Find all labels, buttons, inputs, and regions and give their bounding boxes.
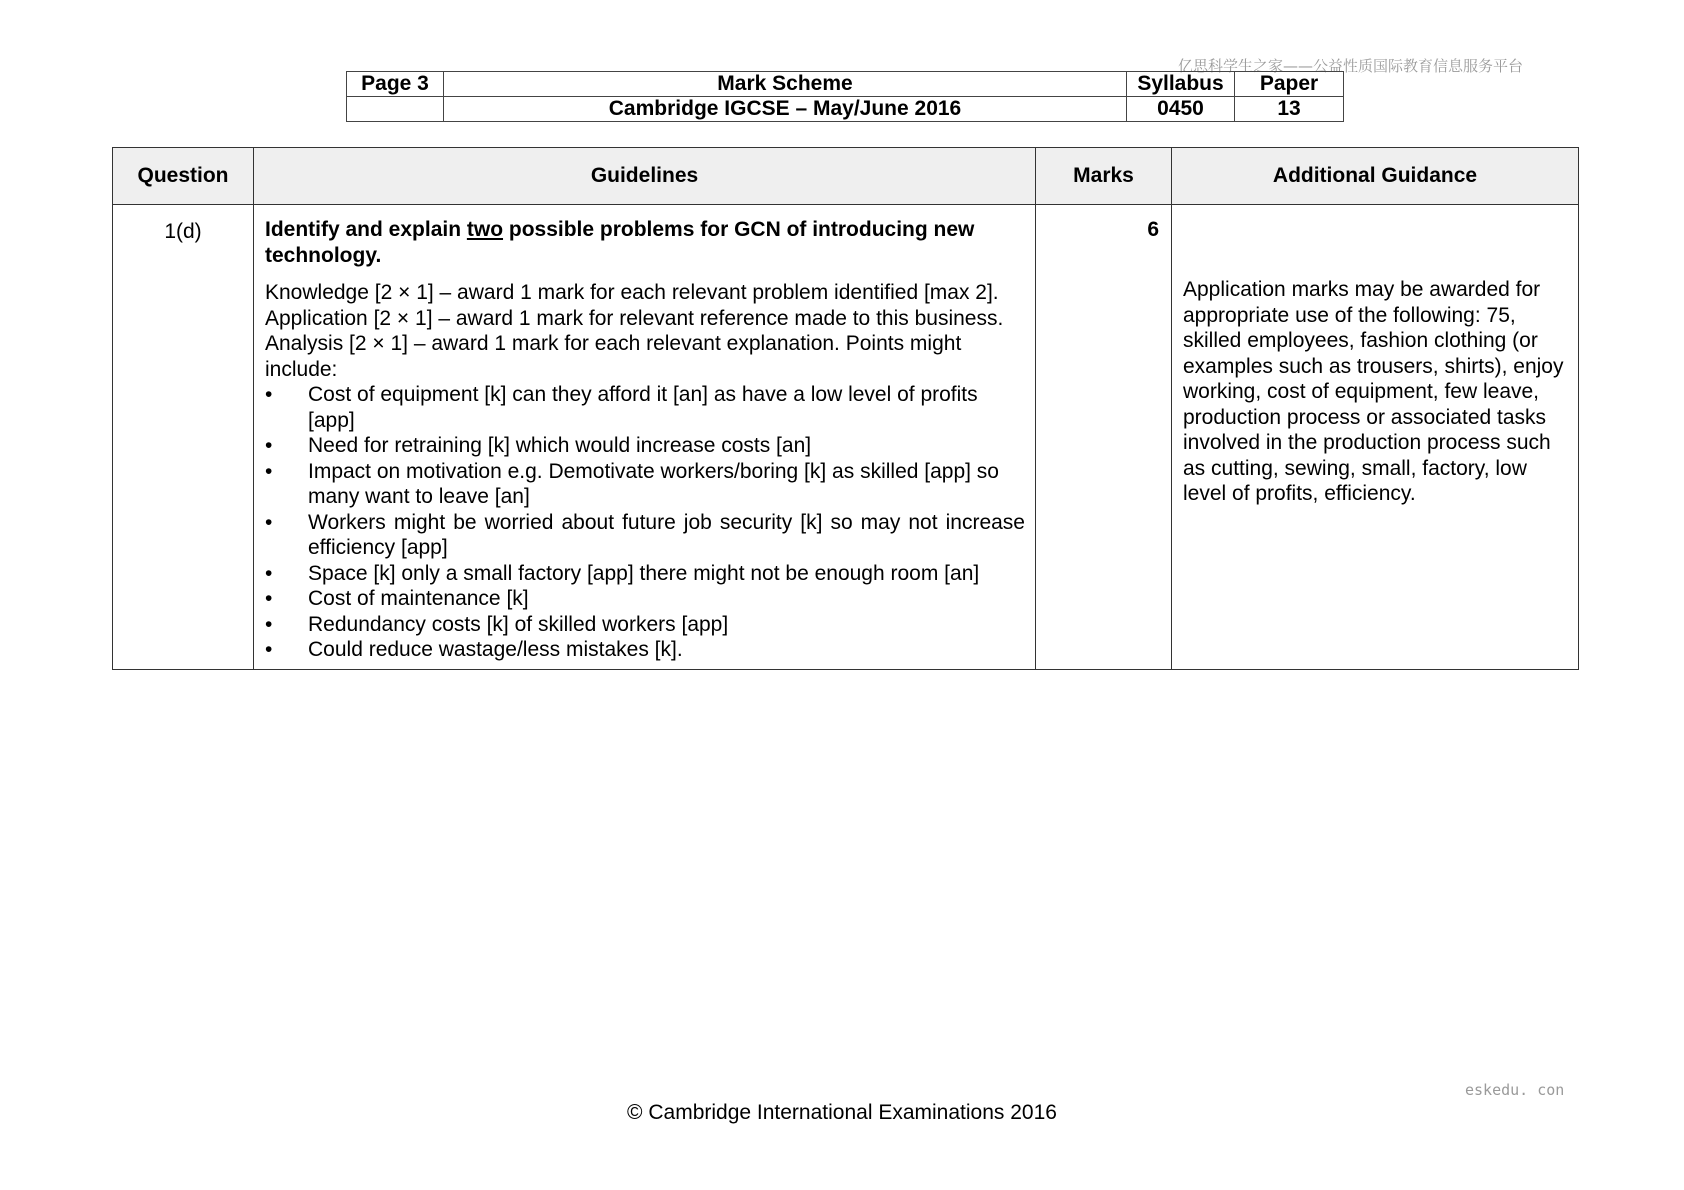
column-header-guidelines: Guidelines [254,148,1036,205]
syllabus-label: Syllabus [1127,72,1235,97]
list-item: • Cost of equipment [k] can they afford it [an] as have a low level of profits [app] [265,383,978,432]
paper-number: 13 [1235,97,1344,122]
points-list [265,382,1025,663]
watermark-top: 亿思科学生之家——公益性质国际教育信息服务平台 [1178,57,1524,75]
page-number: Page 3 [347,72,444,97]
empty-cell [347,97,444,122]
header-table [346,71,1344,122]
question-task: Identify and explain two possible problems for GCN of introducing new technology. [265,218,975,267]
mark-scheme-table [112,147,1579,670]
list-item: • Redundancy costs [k] of skilled workers [app] [265,612,729,636]
additional-guidance-text: Application marks may be awarded for appropriate use of the following: 75, skilled employees, fashion clothing (or examples such as trousers, shirts), enjoy working, cost of equipment, few leave, production process or associated tasks involved in the production process such as cutting, sewing, small, factory, low level of profits, efficiency. [1172,205,1579,670]
watermark-bottom: eskedu. con [1465,1081,1565,1099]
question-number: 1(d) [113,205,254,670]
column-header-question: Question [113,148,254,205]
knowledge-criterion: Knowledge [2 × 1] – award 1 mark for each relevant problem identified [max 2]. [265,281,999,304]
column-header-additional-guidance: Additional Guidance [1172,148,1579,205]
application-criterion: Application [2 × 1] – award 1 mark for relevant reference made to this business. [265,306,1004,330]
list-item: • Cost of maintenance [k] [265,587,529,610]
analysis-criterion: Analysis [2 × 1] – award 1 mark for each relevant explanation. Points might include: [265,332,962,381]
exam-subtitle: Cambridge IGCSE – May/June 2016 [444,97,1127,122]
bullet-icon: • [265,510,273,534]
bullet-icon: • [265,561,273,585]
bullet-icon: • [265,612,273,636]
bullet-icon: • [265,587,273,610]
table-row [113,205,1579,670]
marks-value: 6 [1036,205,1172,670]
guidelines-cell [254,205,1036,670]
paper-label: Paper [1235,72,1344,97]
list-item: • Need for retraining [k] which would increase costs [an] [265,434,812,457]
bullet-icon: • [265,638,273,661]
syllabus-code: 0450 [1127,97,1235,122]
list-item: • Could reduce wastage/less mistakes [k]. [265,638,683,661]
column-header-marks: Marks [1036,148,1172,205]
document-title: Mark Scheme [444,72,1127,97]
bullet-icon: • [265,459,273,483]
bullet-icon: • [265,383,273,406]
underlined-word: two [466,218,504,241]
list-item: • Workers might be worried about future job security [k] so may not increase efficiency [app] [265,510,1025,559]
list-item: • Space [k] only a small factory [app] there might not be enough room [an] [265,561,980,585]
list-item: • Impact on motivation e.g. Demotivate workers/boring [k] as skilled [app] so many want to leave [an] [265,459,999,508]
bullet-icon: • [265,434,273,457]
copyright-footer: © Cambridge International Examinations 2016 [627,1101,1057,1124]
